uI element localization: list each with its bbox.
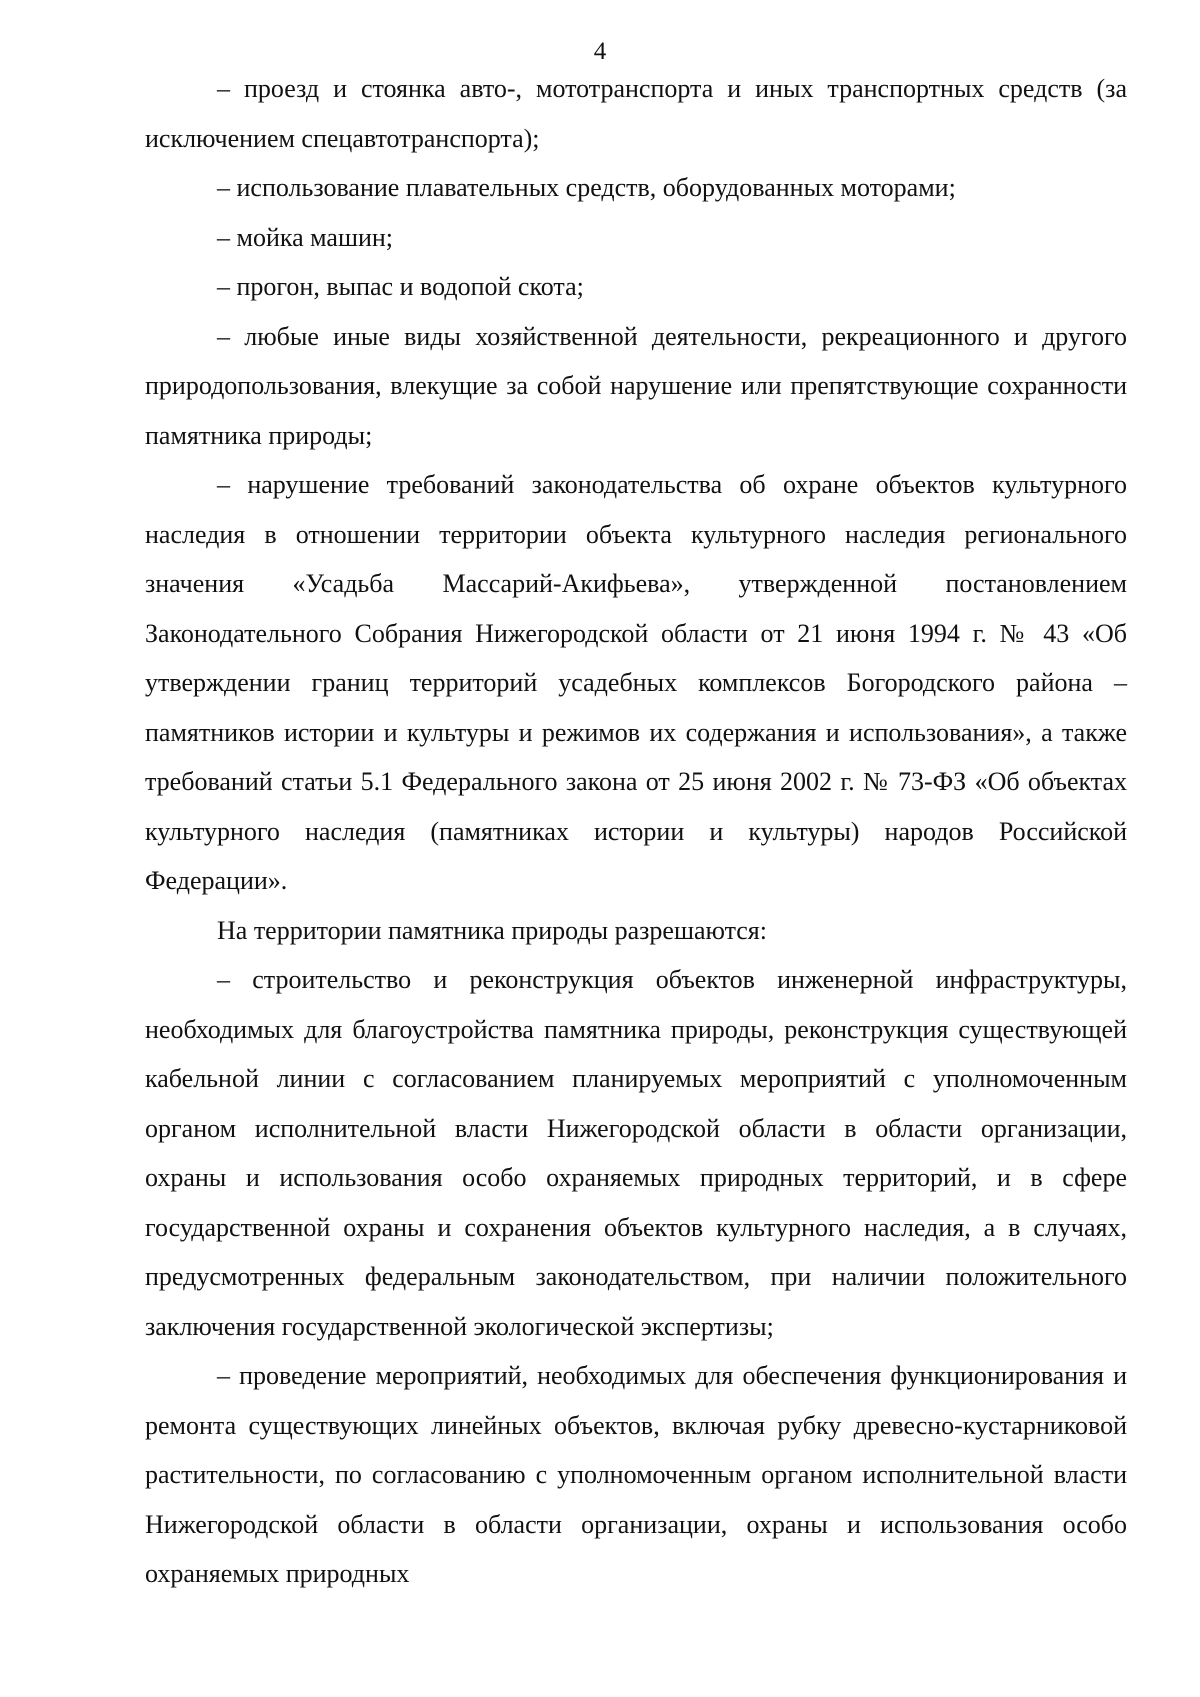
allowed-activities-intro: На территории памятника природы разрешаются: — [217, 915, 767, 945]
list-item-infrastructure: – строительство и реконструкция объектов инженерной инфраструктуры, необходимых для благоустройства памятника природы, реконструкция существующей кабельной линии с согласованием планируемых мероприятий с уполномоченным органом исполнительной власти Нижегородской области в области организации, охраны и использования особо охраняемых природных территорий, и в сфере государственной охраны и сохранения объектов культурного наследия, а в случаях, предусмотренных федеральным законодательством, при наличии положительного заключения государственной экологической экспертизы; — [145, 955, 1127, 1351]
list-item-vehicle-parking: – проезд и стоянка авто-, мототранспорта и иных транспортных средств (за исключением спецавтотранспорта); — [145, 64, 1127, 163]
list-item-linear-objects: – проведение мероприятий, необходимых для обеспечения функционирования и ремонта существующих линейных объектов, включая рубку древесно-кустарниковой растительности, по согласованию с уполномоченным органом исполнительной власти Нижегородской области в области организации, охраны и использования особо охраняемых природных — [145, 1351, 1127, 1599]
document-body — [145, 64, 1127, 1599]
list-item-car-washing: – мойка машин; — [145, 213, 1127, 263]
list-item-motor-boats: – использование плавательных средств, оборудованных моторами; — [145, 163, 1127, 213]
list-item-livestock: – прогон, выпас и водопой скота; — [145, 262, 1127, 312]
list-item-cultural-heritage: – нарушение требований законодательства об охране объектов культурного наследия в отношении территории объекта культурного наследия регионального значения «Усадьба Массарий-Акифьева», утвержденной постановлением Законодательного Собрания Нижегородской области от 21 июня 1994 г. № 43 «Об утверждении границ территорий усадебных комплексов Богородского района – памятников истории и культуры и режимов их содержания и использования», а также требований статьи 5.1 Федерального закона от 25 июня 2002 г. № 73-ФЗ «Об объектах культурного наследия (памятниках истории и культуры) народов Российской Федерации». — [145, 460, 1127, 906]
page-number: 4 — [593, 38, 607, 65]
list-item-other-activities: – любые иные виды хозяйственной деятельности, рекреационного и другого природопользования, влекущие за собой нарушение или препятствующие сохранности памятника природы; — [145, 312, 1127, 461]
